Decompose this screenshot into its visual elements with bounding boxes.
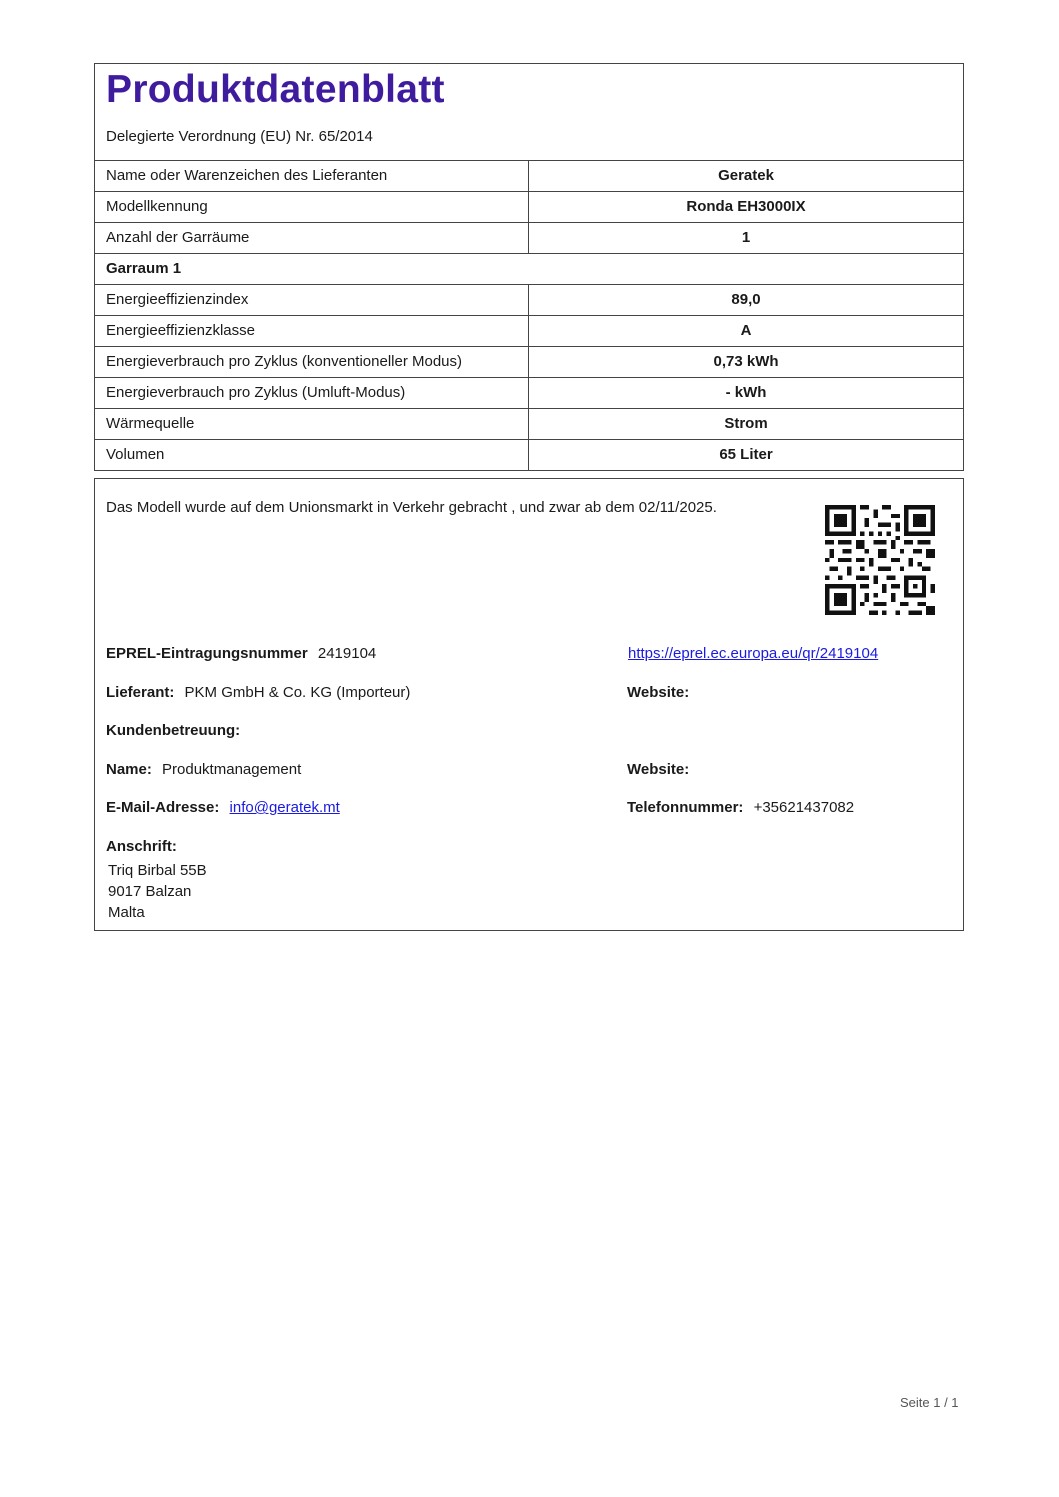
table-row [95,316,963,347]
qr-code-icon [825,505,935,615]
table-row [95,378,963,409]
page-title: Produktdatenblatt [106,68,445,111]
address-label: Anschrift: [106,838,177,855]
table-row [95,409,963,440]
supplier-website-label: Website: [627,684,690,701]
supplier-line [106,684,410,701]
regulation-text: Delegierte Verordnung (EU) Nr. 65/2014 [106,128,373,145]
row-label: Anzahl der Garräume [95,223,529,253]
table-row [95,192,963,223]
row-label: Name oder Warenzeichen des Lieferanten [95,161,529,191]
table-row [95,347,963,378]
phone-label: Telefonnummer: [627,799,744,816]
eprel-link[interactable]: https://eprel.ec.europa.eu/qr/2419104 [628,645,879,662]
phone-value: +35621437082 [753,799,855,816]
section-row [95,254,963,285]
email-line [106,799,340,816]
row-value: Strom [724,415,768,432]
row-value: 65 Liter [719,446,773,463]
table-row [95,285,963,316]
row-label: Wärmequelle [95,409,529,439]
support-website-label: Website: [627,761,690,778]
row-value: 1 [741,229,751,246]
email-label: E-Mail-Adresse: [106,799,220,816]
section-label: Garraum 1 [106,260,182,277]
name-label: Name: [106,761,152,778]
row-label: Energieverbrauch pro Zyklus (Umluft-Modus) [95,378,529,408]
row-label: Modellkennung [95,192,529,222]
phone-line [627,799,854,816]
page-number: Seite 1 / 1 [900,1395,959,1410]
customer-support-label: Kundenbetreuung: [106,722,241,739]
eprel-number: 2419104 [317,645,377,662]
sheet-header [95,64,963,161]
table-row [95,161,963,192]
data-table [95,161,963,470]
supplier-info-box [94,478,964,931]
row-label: Energieverbrauch pro Zyklus (konventioneller Modus) [95,347,529,377]
table-row [95,223,963,254]
row-label: Energieeffizienzindex [95,285,529,315]
address-line: Malta [108,904,145,921]
contact-name-line [106,761,301,778]
name-value: Produktmanagement [162,761,302,778]
supplier-value: PKM GmbH & Co. KG (Importeur) [184,684,411,701]
eprel-line [106,645,376,662]
supplier-label: Lieferant: [106,684,175,701]
table-row [95,440,963,470]
row-value: - kWh [725,384,767,401]
row-value: Ronda EH3000IX [686,198,806,215]
row-value: A [740,322,752,339]
row-label: Volumen [95,440,529,470]
address-line: 9017 Balzan [108,883,192,900]
email-link[interactable]: info@geratek.mt [229,799,340,816]
row-value: 89,0 [731,291,761,308]
eprel-label: EPREL-Eintragungsnummer [106,645,308,662]
address-line: Triq Birbal 55B [108,862,207,879]
row-value: 0,73 kWh [713,353,779,370]
row-value: Geratek [718,167,774,184]
product-data-sheet [94,63,964,471]
row-label: Energieeffizienzklasse [95,316,529,346]
market-text: Das Modell wurde auf dem Unionsmarkt in Verkehr gebracht , und zwar ab dem 02/11/2025. [106,499,717,516]
